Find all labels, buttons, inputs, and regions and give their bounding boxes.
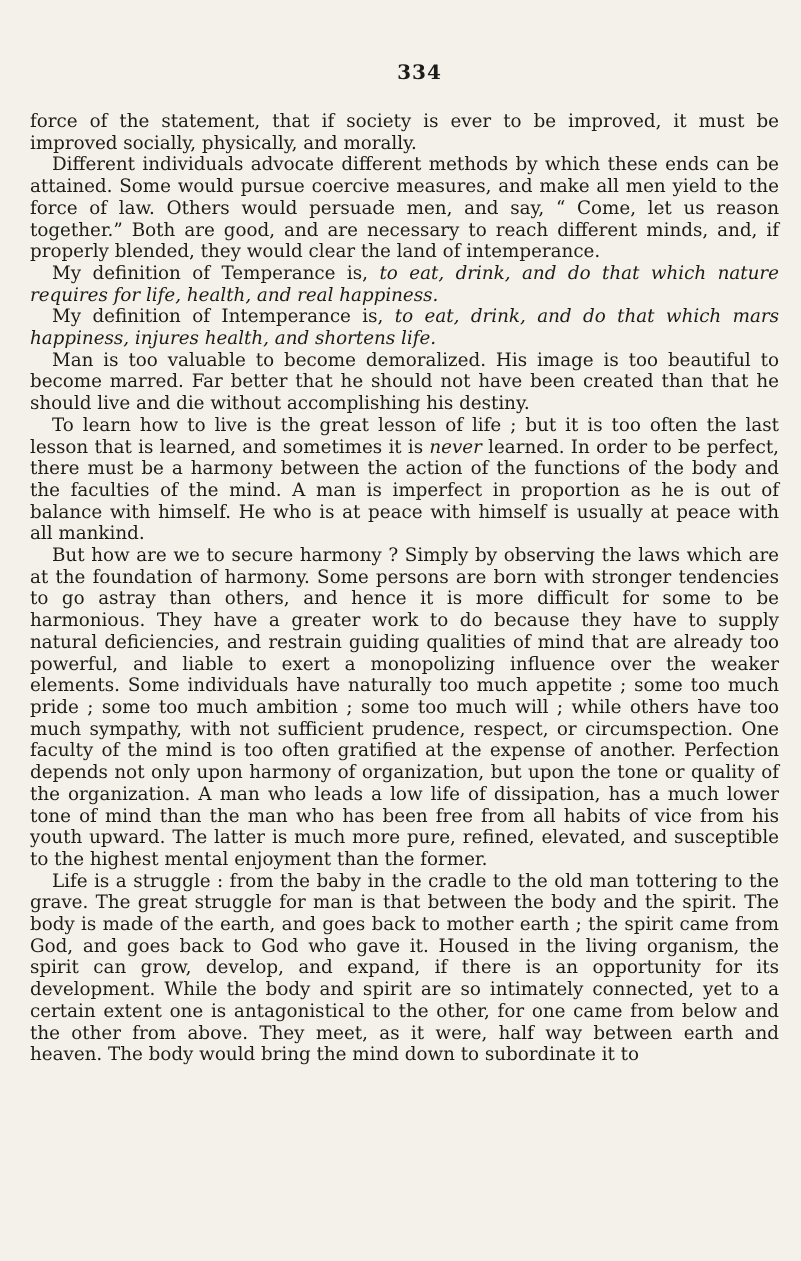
body-text: [30, 111, 779, 1066]
text-segment: Life is a struggle : from the baby in the cradle to the old man tottering to the grave. The great struggle for man is that between the body and the spirit. The body is made of the earth, and goes back to mother earth ; the spirit came from God, and goes back to God who gave it. Housed in the living organism, the spirit can grow, develop, and expand, if there is an opportunity for its development. While the body and spirit are so intimately connected, yet to a certain extent one is antagonistical to the other, for one came from below and the other from above. They meet, as it were, half way between earth and heaven. The body would bring the mind down to subordinate it to: [30, 870, 779, 1066]
paragraph: [30, 111, 779, 154]
page-number: 334: [397, 60, 442, 84]
text-segment: Different individuals advocate different methods by which these ends can be attained. Some would pursue coercive measures, and make all men yield to the force of law. Others would persuade men, and say, “ Come, let us reason together.” Both are good, and are necessary to reach different minds, and, if properly blended, they would clear the land of intemperance.: [30, 154, 779, 263]
paragraph: [30, 306, 779, 349]
text-segment: My definition of Intemperance is,: [52, 306, 395, 328]
paragraph: [30, 545, 779, 871]
paragraph: [30, 415, 779, 545]
text-segment: force of the statement, that if society is ever to be improved, it must be improved socially, physically, and morally.: [30, 111, 779, 154]
paragraph: [30, 263, 779, 306]
text-segment: But how are we to secure harmony ? Simply by observing the laws which are at the foundation of harmony. Some persons are born with stronger tendencies to go astray than others, and hence it is more difficult for some to be harmonious. They have a greater work to do because they have to supply natural deficiencies, and restrain guiding qualities of mind that are already too powerful, and liable to exert a monopolizing influence over the weaker elements. Some individuals have naturally too much appetite ; some too much pride ; some too much ambition ; some too much will ; while others have too much sympathy, with not sufficient prudence, respect, or circumspection. One faculty of the mind is too often gratified at the expense of another. Perfection depends not only upon harmony of organization, but upon the tone or quality of the organization. A man who leads a low life of dissipation, has a much lower tone of mind than the man who has been free from all habits of vice from his youth upward. The latter is much more pure, refined, elevated, and susceptible to the highest mental enjoyment than the former.: [30, 545, 779, 870]
text-segment: Man is too valuable to become demoralized. His image is too beautiful to become marred. Far better that he should not have been created than that he should live and die without accomplishing his destiny.: [30, 349, 779, 415]
emphasized-text: to eat, drink, and do that which mars happiness, injures health, and shortens life.: [30, 306, 779, 350]
emphasized-text: never: [429, 436, 482, 458]
paragraph: [30, 350, 779, 415]
paragraph: [30, 871, 779, 1066]
text-segment: My definition of Temperance is,: [52, 262, 380, 284]
text-segment: learned. In order to be perfect, there must be a harmony between the action of the functions of the body and the faculties of the mind. A man is imperfect in proportion as he is out of balance with himself. He who is at peace with himself is usually at peace with all mankind.: [30, 436, 779, 545]
text-segment: To learn how to live is the great lesson of life ; but it is too often the last lesson that is learned, and sometimes it is: [30, 414, 779, 458]
emphasized-text: to eat, drink, and do that which nature requires for life, health, and real happiness.: [30, 262, 779, 306]
paragraph: [30, 154, 779, 263]
